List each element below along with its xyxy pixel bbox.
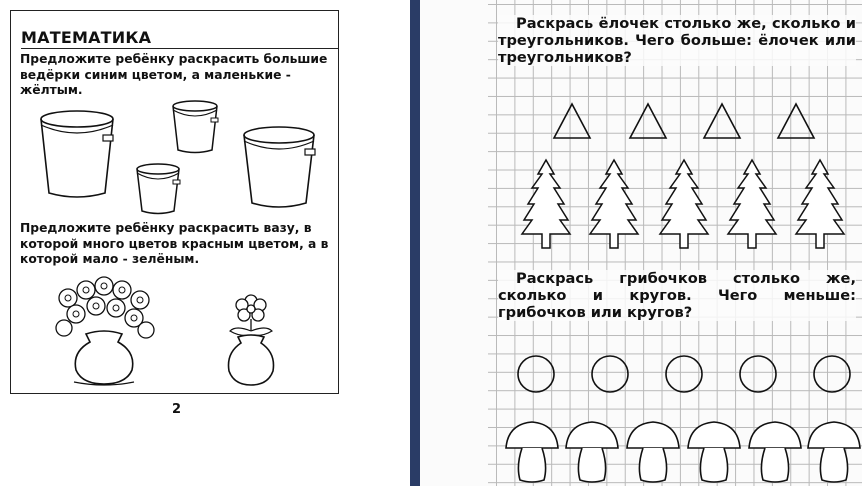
left-page xyxy=(0,0,400,486)
bucket-large-2 xyxy=(241,119,319,211)
page-gap xyxy=(400,0,410,486)
bucket-small-2 xyxy=(135,159,183,217)
page-number: 2 xyxy=(172,402,182,417)
bucket-large-1 xyxy=(37,101,117,201)
circle-1 xyxy=(516,354,556,394)
mushroom-4 xyxy=(686,420,742,484)
circle-3 xyxy=(664,354,704,394)
bucket-small-1 xyxy=(171,96,221,156)
triangle-2 xyxy=(628,102,668,140)
mushroom-2 xyxy=(564,420,620,484)
tree-1 xyxy=(520,158,572,250)
task-vases-text: Предложите ребёнку раскрасить вазу, в которой много цветов красным цветом, а в которой мало - зелёным. xyxy=(20,221,329,266)
tree-4 xyxy=(726,158,778,250)
triangle-4 xyxy=(776,102,816,140)
task-mushrooms-text: Раскрась грибочков столько же, сколько и кругов. Чего меньше: грибочков или кругов? xyxy=(498,270,856,321)
worksheet-frame xyxy=(10,10,339,394)
tree-2 xyxy=(588,158,640,250)
title-divider xyxy=(21,48,338,49)
task-trees-text: Раскрась ёлочек столько же, сколько и треугольников. Чего больше: ёлочек или треугольников? xyxy=(498,15,856,66)
mushroom-3 xyxy=(625,420,681,484)
circle-4 xyxy=(738,354,778,394)
right-page xyxy=(488,0,862,486)
page-title: МАТЕМАТИКА xyxy=(21,28,152,47)
mushroom-5 xyxy=(747,420,803,484)
mushroom-1 xyxy=(504,420,560,484)
triangle-1 xyxy=(552,102,592,140)
task-buckets-text: Предложите ребёнку раскрасить большие ведёрки синим цветом, а маленькие - жёлтым. xyxy=(20,52,328,97)
vase-few-flowers xyxy=(216,291,286,387)
circle-2 xyxy=(590,354,630,394)
right-page-margin xyxy=(420,0,488,486)
tree-3 xyxy=(658,158,710,250)
book-gutter xyxy=(410,0,420,486)
circle-5 xyxy=(812,354,852,394)
triangle-3 xyxy=(702,102,742,140)
vase-many-flowers xyxy=(46,276,161,386)
tree-5 xyxy=(794,158,846,250)
mushroom-6 xyxy=(806,420,862,484)
